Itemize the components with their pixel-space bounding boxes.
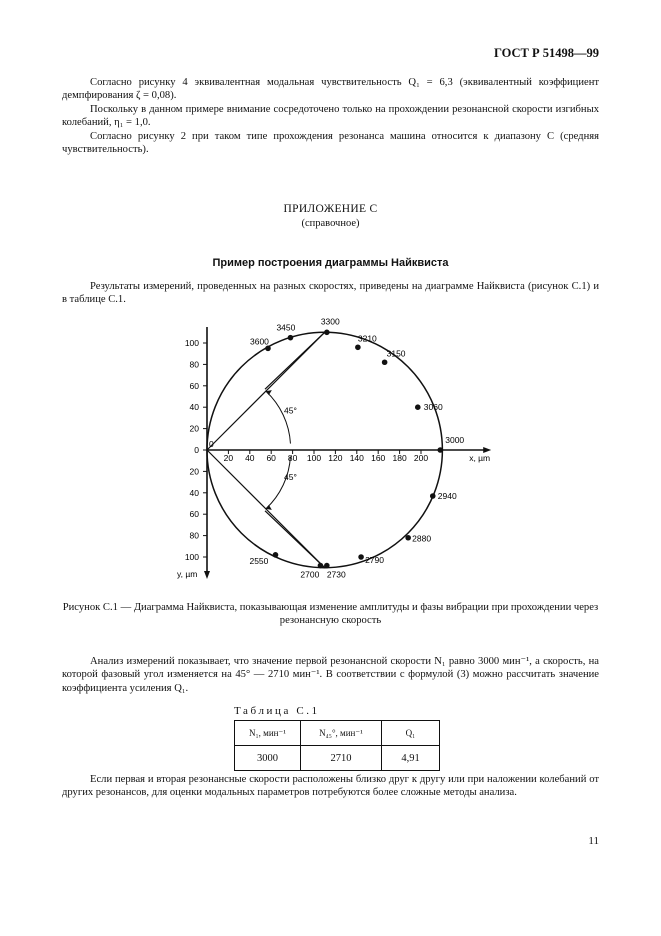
y-tick-label: 60	[189, 380, 199, 391]
section-intro: Результаты измерений, проведенных на разных скоростях, приведены на диаграмме Найквиста (рисунок С.1) и в таблице С.1.	[62, 281, 599, 306]
guide-line-lower-2	[265, 511, 325, 568]
figure-caption: Рисунок С.1 — Диаграмма Найквиста, показывающая изменение амплитуды и фазы вибрации при прохождении через резонансную скорость	[62, 602, 599, 626]
angle-arc-upper	[266, 391, 291, 443]
data-point-label: 3300	[320, 318, 340, 327]
intro-paragraph-1: Согласно рисунку 4 эквивалентная модальная чувствительность Q₁ = 6,3 (эквивалентный коэффициент демпфирования ζ = 0,08).	[62, 77, 599, 102]
data-point-label: 3450	[276, 322, 296, 333]
data-point	[273, 552, 279, 558]
x-tick-label: 120	[328, 453, 343, 463]
x-tick-label: 200	[413, 453, 429, 463]
final-paragraph: Если первая и вторая резонансные скорости расположены близко друг к другу или при наложении колебаний от других резонансов, для оценки модальных параметров потребуются более сложные методы анализа.	[62, 774, 599, 799]
table-row	[235, 746, 440, 771]
y-axis-arrow	[204, 571, 210, 579]
data-point-label: 2790	[365, 555, 385, 565]
y-tick-label: 0	[194, 445, 199, 455]
standard-header: ГОСТ Р 51498—99	[493, 46, 599, 60]
data-point	[358, 554, 364, 560]
data-point	[355, 344, 361, 350]
y-tick-label: 40	[189, 487, 199, 498]
origin-label: 0	[209, 439, 214, 449]
data-point	[405, 535, 411, 541]
chart-labels	[177, 318, 490, 580]
angle-label-lower: 45°	[284, 471, 297, 482]
x-tick-label: 100	[306, 453, 322, 463]
data-point-label: 3210	[357, 333, 377, 344]
data-point-label: 3060	[423, 402, 443, 413]
appendix-subtitle: (справочное)	[301, 218, 360, 229]
table-cell-n45: 2710	[301, 746, 382, 771]
guide-line-upper-2	[265, 332, 325, 389]
y-tick-label: 100	[184, 338, 199, 348]
y-tick-label: 100	[184, 552, 199, 562]
x-tick-label: 40	[245, 453, 255, 463]
angle-label-upper: 45°	[284, 405, 297, 416]
y-tick-label: 80	[189, 359, 199, 370]
nyquist-chart	[150, 318, 510, 590]
data-point	[437, 447, 443, 453]
appendix-title: ПРИЛОЖЕНИЕ С	[283, 203, 378, 215]
table-header-n1: N₁, мин⁻¹	[235, 721, 301, 746]
x-tick-label: 20	[223, 453, 234, 463]
y-tick-label: 60	[189, 509, 199, 520]
data-point	[265, 346, 271, 352]
table-header-row	[235, 721, 440, 746]
x-tick-label: 180	[392, 453, 407, 463]
angle-arc-lower	[266, 456, 291, 508]
data-point-label: 3150	[386, 348, 406, 359]
results-table	[234, 720, 440, 771]
data-point	[324, 563, 330, 569]
x-tick-label: 60	[266, 453, 276, 463]
data-point-label: 2700	[300, 569, 320, 580]
data-point-label: 2730	[326, 569, 346, 580]
page-number: 11	[588, 835, 599, 847]
y-tick-label: 40	[189, 402, 199, 413]
data-point-label: 2940	[437, 491, 457, 502]
data-point	[382, 359, 388, 365]
data-point-label: 2550	[249, 555, 269, 566]
data-point	[415, 404, 421, 410]
y-tick-label: 20	[189, 423, 199, 434]
data-point-label: 3600	[249, 336, 269, 347]
intro-paragraph-2: Поскольку в данном примере внимание сосредоточено только на прохождении резонансной скорости изгибных колебаний, η₁ = 1,0.	[62, 104, 599, 129]
x-tick-label: 160	[371, 453, 386, 463]
y-axis-label: y, µm	[177, 569, 198, 580]
data-point	[430, 493, 436, 499]
table-cell-n1: 3000	[235, 746, 301, 771]
data-point-label: 2880	[412, 533, 432, 544]
analysis-paragraph: Анализ измерений показывает, что значение первой резонансной скорости N₁ равно 3000 мин⁻¹, а скорость, на которой фазовый угол изменяется на 45° — 2710 мин⁻¹. В соответствии с формулой (3) можно рассчитать значение коэффициента усиления Q₁.	[62, 656, 599, 694]
data-point	[288, 335, 294, 341]
section-title: Пример построения диаграммы Найквиста	[212, 257, 449, 269]
table-header-q1: Q₁	[382, 721, 440, 746]
data-point-label: 3000	[445, 435, 465, 445]
data-point	[324, 330, 330, 336]
table-cell-q1: 4,91	[382, 746, 440, 771]
data-point	[318, 563, 324, 569]
x-tick-label: 140	[349, 453, 364, 463]
table-header-n45: N₄₅°, мин⁻¹	[301, 721, 382, 746]
x-tick-label: 80	[287, 453, 298, 463]
y-tick-label: 80	[189, 530, 199, 541]
y-tick-label: 20	[189, 466, 199, 477]
table-label: Таблица С.1	[234, 705, 320, 717]
intro-paragraph-3: Согласно рисунку 2 при таком типе прохождения резонанса машина относится к диапазону С (средняя чувствительность).	[62, 131, 599, 156]
x-axis-label: x, µm	[469, 453, 491, 463]
